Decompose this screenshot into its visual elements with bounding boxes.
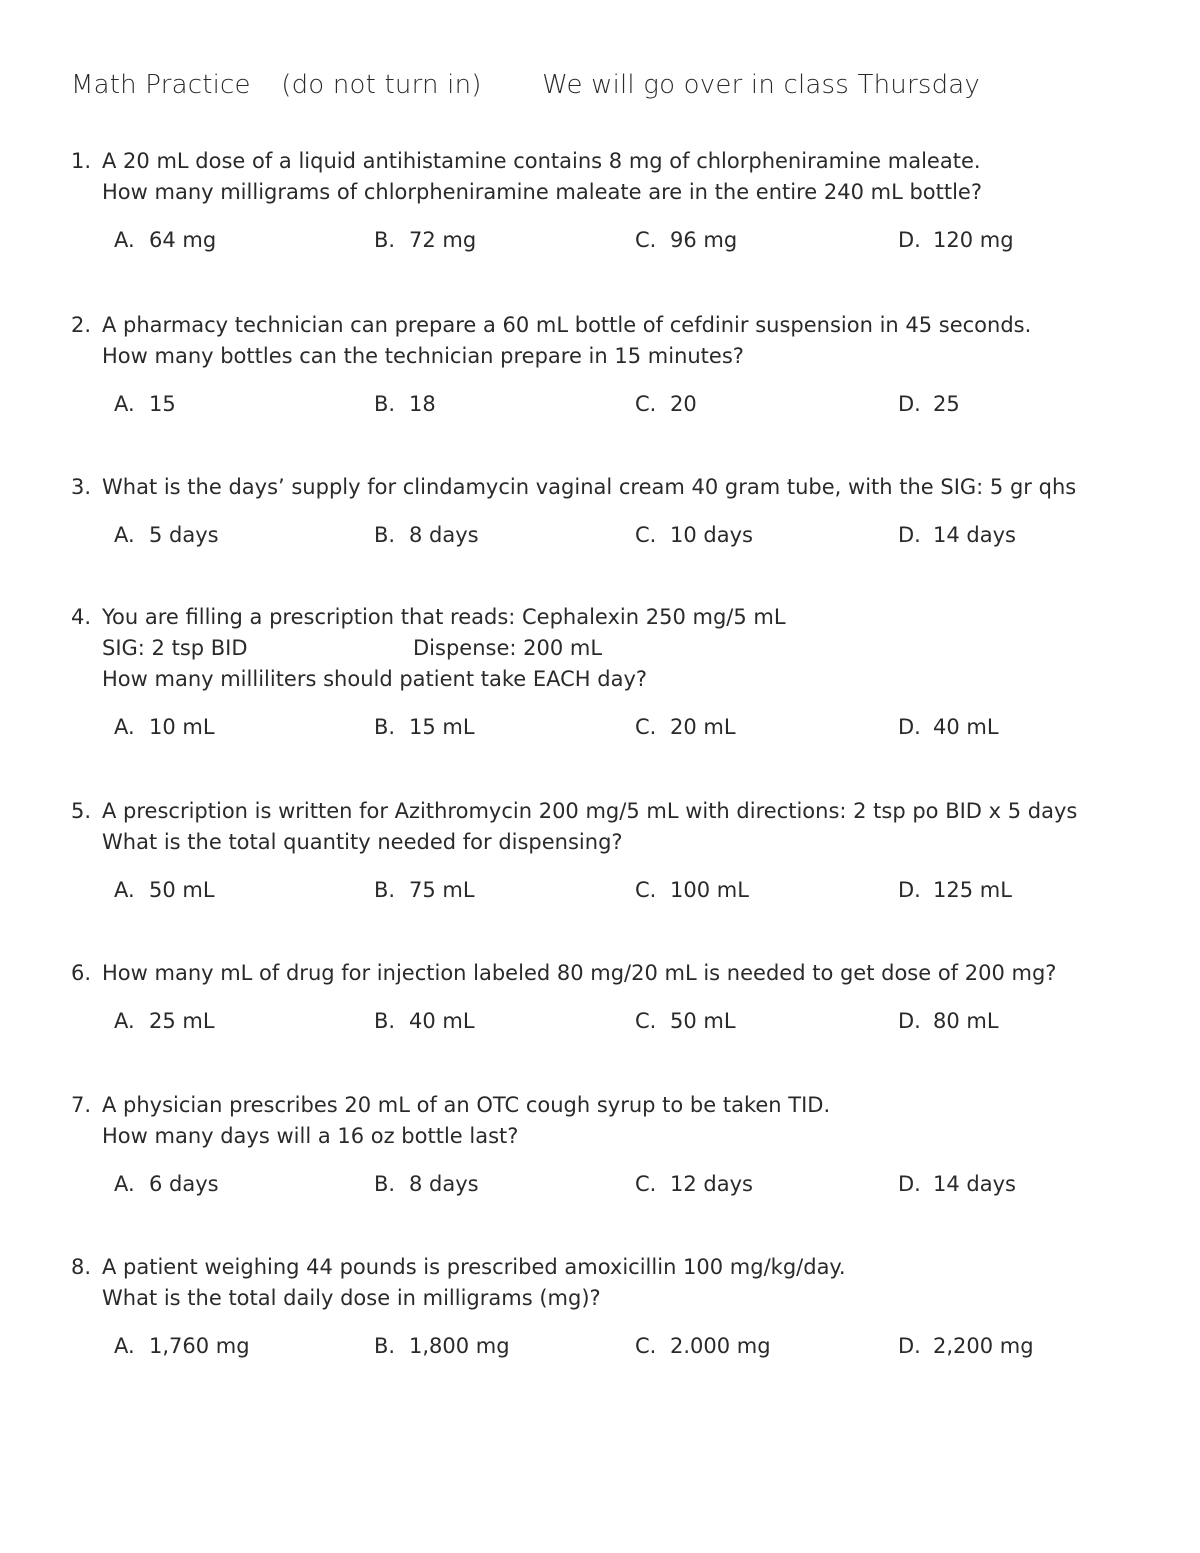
option-text: 50 mL <box>149 878 215 902</box>
option-letter: B. <box>374 715 396 739</box>
option-a <box>114 225 216 256</box>
question-line <box>71 146 982 177</box>
option-c <box>635 712 736 743</box>
question-text: How many mL of drug for injection labeled 80 mg/20 mL is needed to get dose of 200 mg? <box>102 961 1057 985</box>
question-line <box>71 341 1031 372</box>
option-d <box>898 1169 1016 1200</box>
option-letter: A. <box>114 715 135 739</box>
option-text: 96 mg <box>670 228 738 252</box>
option-text: 75 mL <box>409 878 475 902</box>
option-text: 2,200 mg <box>933 1334 1034 1358</box>
option-c <box>635 389 697 420</box>
option-d <box>898 1331 1034 1362</box>
question-3 <box>71 472 1076 551</box>
question-8 <box>71 1252 1034 1362</box>
option-b <box>374 1169 479 1200</box>
option-b <box>374 225 476 256</box>
option-letter: D. <box>898 392 921 416</box>
answer-options <box>71 389 1031 420</box>
answer-options <box>71 1169 1016 1200</box>
option-a <box>114 875 215 906</box>
option-text: 64 mg <box>149 228 217 252</box>
question-text: What is the total quantity needed for dispensing? <box>102 830 623 854</box>
option-d <box>898 389 960 420</box>
option-letter: A. <box>114 1172 135 1196</box>
option-d <box>898 1006 999 1037</box>
option-letter: B. <box>374 228 396 252</box>
question-5 <box>71 796 1077 906</box>
page-title: Math Practice <box>71 70 251 100</box>
option-letter: A. <box>114 878 135 902</box>
option-a <box>114 1169 219 1200</box>
question-line <box>71 796 1077 827</box>
question-line <box>71 602 786 633</box>
question-number: 5. <box>71 799 92 823</box>
question-number: 6. <box>71 961 92 985</box>
question-line <box>71 958 1056 989</box>
option-text: 1,760 mg <box>149 1334 250 1358</box>
question-6 <box>71 958 1056 1037</box>
option-text: 14 days <box>933 523 1016 547</box>
option-a <box>114 1331 250 1362</box>
answer-options <box>71 875 1077 906</box>
option-letter: A. <box>114 523 135 547</box>
option-letter: D. <box>898 1172 921 1196</box>
option-letter: D. <box>898 1009 921 1033</box>
option-letter: D. <box>898 1334 921 1358</box>
question-text: How many days will a 16 oz bottle last? <box>102 1124 519 1148</box>
question-text: SIG: 2 tsp BID <box>102 636 248 660</box>
option-text: 2.000 mg <box>670 1334 771 1358</box>
option-text: 20 <box>670 392 697 416</box>
option-letter: D. <box>898 523 921 547</box>
option-text: 8 days <box>409 523 479 547</box>
option-text: 12 days <box>670 1172 753 1196</box>
option-c <box>635 1169 753 1200</box>
option-b <box>374 712 475 743</box>
question-number: 8. <box>71 1255 92 1279</box>
option-text: 25 mL <box>149 1009 215 1033</box>
option-d <box>898 225 1014 256</box>
option-letter: C. <box>635 715 657 739</box>
option-c <box>635 875 749 906</box>
question-number: 7. <box>71 1093 92 1117</box>
option-letter: C. <box>635 878 657 902</box>
option-letter: C. <box>635 1172 657 1196</box>
question-text: What is the days’ supply for clindamycin vaginal cream 40 gram tube, with the SIG: 5 gr qhs <box>102 475 1077 499</box>
question-line <box>71 1283 846 1314</box>
answer-options <box>71 225 1014 256</box>
option-letter: A. <box>114 392 135 416</box>
option-text: 20 mL <box>670 715 736 739</box>
header-class-note: We will go over in class Thursday <box>542 70 980 100</box>
option-text: 8 days <box>409 1172 479 1196</box>
question-line <box>71 664 786 695</box>
page-header <box>71 70 980 100</box>
option-text: 125 mL <box>933 878 1012 902</box>
option-letter: D. <box>898 228 921 252</box>
option-text: 6 days <box>149 1172 219 1196</box>
question-text: A 20 mL dose of a liquid antihistamine contains 8 mg of chlorpheniramine maleate. <box>102 149 981 173</box>
question-text: How many milligrams of chlorpheniramine maleate are in the entire 240 mL bottle? <box>102 180 982 204</box>
answer-options <box>71 520 1076 551</box>
option-d <box>898 712 999 743</box>
option-b <box>374 389 436 420</box>
question-line <box>71 1121 830 1152</box>
question-text: How many bottles can the technician prepare in 15 minutes? <box>102 344 744 368</box>
question-line <box>71 827 1077 858</box>
option-letter: B. <box>374 1009 396 1033</box>
question-line <box>71 1090 830 1121</box>
option-a <box>114 1006 215 1037</box>
header-note: (do not turn in) <box>281 70 482 100</box>
option-text: 15 mL <box>409 715 475 739</box>
answer-options <box>71 1006 1056 1037</box>
option-a <box>114 520 219 551</box>
option-c <box>635 520 753 551</box>
option-text: 15 <box>149 392 176 416</box>
option-d <box>898 520 1016 551</box>
option-letter: A. <box>114 1009 135 1033</box>
option-text: 14 days <box>933 1172 1016 1196</box>
answer-options <box>71 712 999 743</box>
option-text: 10 mL <box>149 715 215 739</box>
question-line <box>71 472 1076 503</box>
question-4 <box>71 602 999 743</box>
option-b <box>374 520 479 551</box>
option-letter: C. <box>635 228 657 252</box>
option-letter: B. <box>374 392 396 416</box>
option-d <box>898 875 1012 906</box>
question-line <box>71 633 786 664</box>
option-letter: D. <box>898 715 921 739</box>
option-b <box>374 875 475 906</box>
option-letter: D. <box>898 878 921 902</box>
option-text: 25 <box>933 392 960 416</box>
question-text: A prescription is written for Azithromycin 200 mg/5 mL with directions: 2 tsp po BID x 5 days <box>102 799 1078 823</box>
question-text: A patient weighing 44 pounds is prescribed amoxicillin 100 mg/kg/day. <box>102 1255 846 1279</box>
question-number: 4. <box>71 605 92 629</box>
option-letter: A. <box>114 228 135 252</box>
option-text: 80 mL <box>933 1009 999 1033</box>
option-letter: B. <box>374 1334 396 1358</box>
option-letter: A. <box>114 1334 135 1358</box>
question-line <box>71 310 1031 341</box>
option-letter: C. <box>635 392 657 416</box>
option-text: 5 days <box>149 523 219 547</box>
option-a <box>114 389 176 420</box>
option-text: 72 mg <box>409 228 477 252</box>
option-letter: C. <box>635 1334 657 1358</box>
question-7 <box>71 1090 1016 1200</box>
option-text: 10 days <box>670 523 753 547</box>
option-text: 120 mg <box>933 228 1014 252</box>
option-text: 40 mL <box>933 715 999 739</box>
question-line <box>71 177 982 208</box>
question-number: 1. <box>71 149 92 173</box>
question-text: What is the total daily dose in milligrams (mg)? <box>102 1286 601 1310</box>
question-text: A pharmacy technician can prepare a 60 mL bottle of cefdinir suspension in 45 seconds. <box>102 313 1032 337</box>
option-c <box>635 225 737 256</box>
dispense-text: Dispense: 200 mL <box>413 636 603 660</box>
option-letter: C. <box>635 1009 657 1033</box>
option-text: 50 mL <box>670 1009 736 1033</box>
question-line <box>71 1252 846 1283</box>
question-2 <box>71 310 1031 420</box>
option-letter: B. <box>374 523 396 547</box>
option-letter: B. <box>374 1172 396 1196</box>
option-letter: C. <box>635 523 657 547</box>
question-number: 3. <box>71 475 92 499</box>
answer-options <box>71 1331 1034 1362</box>
option-b <box>374 1331 510 1362</box>
question-1 <box>71 146 1014 256</box>
question-text: How many milliliters should patient take EACH day? <box>102 667 648 691</box>
option-c <box>635 1006 736 1037</box>
option-text: 100 mL <box>670 878 749 902</box>
option-text: 40 mL <box>409 1009 475 1033</box>
question-number: 2. <box>71 313 92 337</box>
option-text: 18 <box>409 392 436 416</box>
option-a <box>114 712 215 743</box>
option-letter: B. <box>374 878 396 902</box>
question-text: A physician prescribes 20 mL of an OTC cough syrup to be taken TID. <box>102 1093 831 1117</box>
option-c <box>635 1331 771 1362</box>
option-b <box>374 1006 475 1037</box>
question-text: You are filling a prescription that reads: Cephalexin 250 mg/5 mL <box>102 605 786 629</box>
option-text: 1,800 mg <box>409 1334 510 1358</box>
